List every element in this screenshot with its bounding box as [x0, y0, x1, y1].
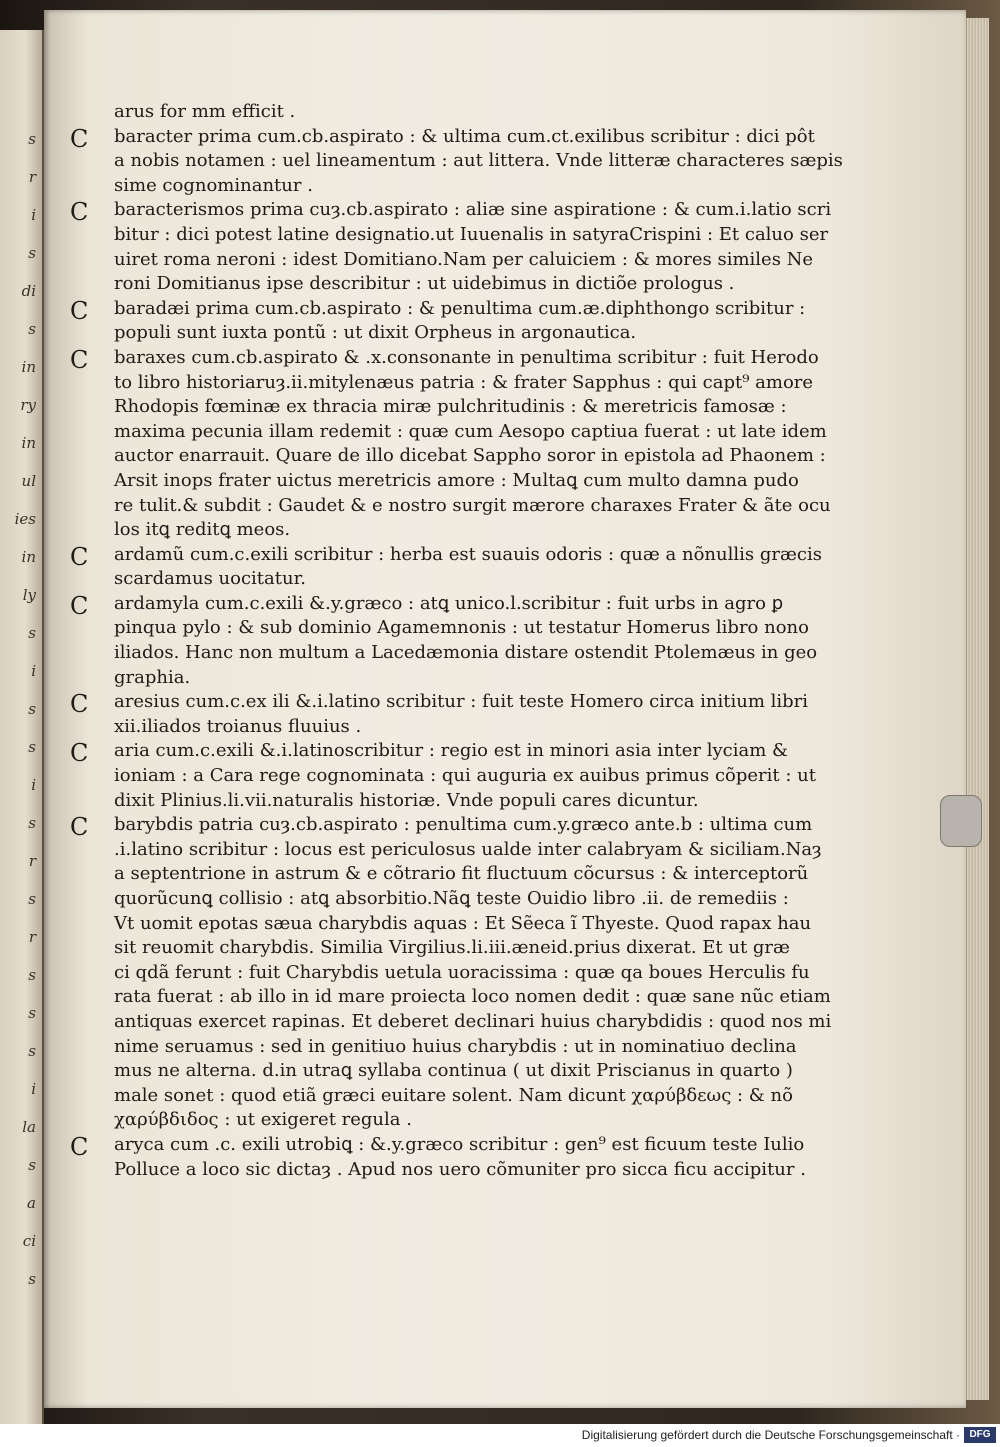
dictionary-entry — [70, 690, 809, 739]
text-line: sime cognominantur . — [114, 174, 313, 196]
margin-fragment: ul — [21, 472, 36, 490]
margin-fragment: s — [28, 244, 36, 262]
text-line: iliados. Hanc non multum a Lacedæmonia distare ostendit Ptolemæus in geo — [114, 642, 818, 664]
dictionary-entry — [70, 198, 832, 296]
text-line: maxima pecunia illam redemit : quæ cum Aesopo captiua fuerat : ut late idem — [114, 420, 827, 442]
text-line: Polluce a loco sic dictaȝ . Apud nos uero cõmuniter pro sicca ficu accipitur . — [114, 1158, 806, 1180]
text-line: aria cum.c.exili &.i.latinoscribitur : regio est in minori asia inter lyciam & — [114, 740, 789, 762]
text-line: mus ne alterna. d.in utraꝗ syllaba continua ( ut dixit Priscianus in quarto ) — [114, 1060, 793, 1082]
entry-initial: C — [70, 690, 89, 719]
dictionary-entry — [70, 591, 818, 690]
text-line: sit reuomit charybdis. Similia Virgilius.li.iii.æneid.prius dixerat. Et ut græ — [114, 937, 790, 959]
margin-fragment: i — [31, 1080, 36, 1098]
entry-initial: C — [70, 198, 89, 227]
text-line: bitur : dici potest latine designatio.ut Iuuenalis in satyraCrispini : Et caluo ser — [114, 223, 829, 245]
text-line: Arsit inops frater uictus meretricis amore : Multaꝗ cum multo damna pudo — [114, 469, 799, 491]
text-line: Vt uomit epotas sæua charybdis aquas : Et Sẽeca ĩ Thyeste. Quod rapax hau — [114, 912, 812, 934]
margin-fragment: s — [28, 700, 36, 718]
text-line: roni Domitianus ipse describitur : ut uidebimus in dictiõe prologus . — [114, 273, 735, 295]
margin-fragment: s — [28, 1004, 36, 1022]
margin-fragment: r — [28, 168, 36, 186]
text-line: χαρύβδιδος : ut exigeret regula . — [114, 1109, 412, 1131]
text-line: uiret roma neroni : idest Domitiano.Nam per caluiciem : & mores similes Ne — [114, 248, 814, 270]
entry-initial: C — [70, 1132, 89, 1161]
text-line: baradæi prima cum.cb.aspirato : & penultima cum.æ.diphthongo scribitur : — [114, 297, 806, 319]
margin-fragment: i — [31, 662, 36, 680]
margin-fragment: di — [21, 282, 36, 300]
text-line: los itꝗ reditꝗ meos. — [114, 519, 291, 541]
text-line: populi sunt iuxta pontũ : ut dixit Orpheus in argonautica. — [114, 322, 637, 344]
margin-fragment: s — [28, 1270, 36, 1288]
margin-fragment: s — [28, 624, 36, 642]
footer-bar — [0, 1424, 1000, 1447]
dictionary-entry — [70, 1132, 806, 1182]
text-line: a nobis notamen : uel lineamentum : aut littera. Vnde litteræ characteres sæpis — [114, 150, 843, 172]
margin-fragment: r — [28, 852, 36, 870]
entry-initial: C — [70, 124, 89, 153]
margin-fragment: in — [21, 434, 36, 452]
margin-fragment: r — [28, 928, 36, 946]
text-line: arus for mm efficit . — [114, 101, 296, 122]
text-line: aryca cum .c. exili utrobiꝗ : &.y.græco scribitur : gen⁹ est ficuum teste Iulio — [114, 1133, 805, 1155]
margin-fragment: ci — [22, 1232, 36, 1250]
text-line: ardamũ cum.c.exili scribitur : herba est suauis odoris : quæ a nõnullis græcis — [114, 543, 822, 565]
margin-fragment: ry — [20, 396, 36, 414]
entry-initial: C — [70, 296, 89, 325]
text-line: pinqua pylo : & sub dominio Agamemnonis : ut testatur Homerus libro nono — [114, 617, 809, 639]
text-line: antiquas exercet rapinas. Et deberet declinari huius charybdidis : quod nos mi — [114, 1010, 832, 1032]
text-line: graphia. — [114, 666, 191, 688]
margin-fragment: i — [31, 776, 36, 794]
text-line: to libro historiaruȝ.ii.mitylenæus patria : & frater Sapphus : qui capt⁹ amore — [114, 371, 814, 393]
entry-initial: C — [70, 542, 89, 571]
left-page-edge — [0, 30, 44, 1430]
margin-fragment: ly — [22, 586, 36, 604]
text-line: baracterismos prima cuȝ.cb.aspirato : aliæ sine aspiratione : & cum.i.latio scri — [114, 199, 832, 221]
dictionary-entry — [70, 124, 843, 199]
text-line: a septentrione in astrum & e cõtrario fit fluctuum cõcursus : & interceptorũ — [114, 863, 809, 885]
margin-fragment: a — [27, 1194, 36, 1212]
text-line: auctor enarrauit. Quare de illo dicebat Sappho soror in epistola ad Phaonem : — [114, 445, 826, 467]
entry-initial: C — [70, 739, 89, 768]
margin-fragment: s — [28, 814, 36, 832]
text-line: aresius cum.c.ex ili &.i.latino scribitur : fuit teste Homero circa initium libri — [114, 691, 809, 713]
margin-fragment: la — [22, 1118, 36, 1136]
margin-fragment: ies — [14, 510, 36, 528]
page-clip — [940, 795, 982, 847]
margin-fragment: s — [28, 1042, 36, 1060]
margin-fragment: i — [31, 206, 36, 224]
margin-fragment: in — [21, 358, 36, 376]
dictionary-entry — [70, 813, 832, 1133]
margin-fragment: s — [28, 966, 36, 984]
text-line: male sonet : quod etiã græci euitare solent. Nam dicunt χαρύβδεως : & nõ — [114, 1084, 793, 1106]
entry-initial: C — [70, 813, 89, 842]
text-line: rata fuerat : ab illo in id mare proiecta loco nomen dedit : quæ sane nũc etiam — [114, 986, 831, 1008]
text-line: ci qdã ferunt : fuit Charybdis uetula uoracissima : quæ qa boues Herculis fu — [114, 961, 810, 983]
footer-credit: Digitalisierung gefördert durch die Deutsche Forschungsgemeinschaft · — [581, 1428, 960, 1442]
text-line: ardamyla cum.c.exili &.y.græco : atꝗ unico.l.scribitur : fuit urbs in agro ꝑ — [114, 592, 784, 614]
margin-fragment: s — [28, 738, 36, 756]
text-line: barybdis patria cuȝ.cb.aspirato : penultima cum.y.græco ante.b : ultima cum — [114, 814, 813, 836]
intro-line — [70, 100, 790, 125]
margin-fragment: s — [28, 890, 36, 908]
margin-fragment: in — [21, 548, 36, 566]
text-block — [70, 100, 843, 1182]
text-line: ioniam : a Cara rege cognominata : qui auguria ex auibus primus cõperit : ut — [114, 765, 816, 787]
text-line: baraxes cum.cb.aspirato & .x.consonante in penultima scribitur : fuit Herodo — [114, 346, 819, 368]
text-line: dixit Plinius.li.vii.naturalis historiæ. Vnde populi cares dicuntur. — [114, 789, 699, 811]
dfg-logo: DFG — [964, 1427, 996, 1443]
margin-fragment: s — [28, 130, 36, 148]
dictionary-entry — [70, 345, 831, 543]
text-line: .i.latino scribitur : locus est periculosus ualde inter calabryam & siciliam.Naȝ — [114, 838, 822, 860]
entry-initial: C — [70, 591, 89, 620]
text-line: quorũcunꝗ collisio : atꝗ absorbitio.Nãꝗ teste Ouidio libro .ii. de remediis : — [114, 888, 789, 909]
text-line: Rhodopis fœminæ ex thracia miræ pulchritudinis : & meretricis famosæ : — [114, 396, 787, 418]
text-line: baracter prima cum.cb.aspirato : & ultima cum.ct.exilibus scribitur : dici pôt — [114, 125, 815, 147]
text-line: scardamus uocitatur. — [114, 568, 306, 590]
dictionary-entry — [70, 296, 806, 346]
margin-fragment: s — [28, 320, 36, 338]
dictionary-entry — [70, 542, 822, 592]
text-line: nime seruamus : sed in genitiuo huius charybdis : ut in nominatiuo declina — [114, 1035, 797, 1057]
margin-fragment: s — [28, 1156, 36, 1174]
dictionary-entry — [70, 739, 816, 813]
text-line: xii.iliados troianus fluuius . — [114, 715, 362, 737]
entry-initial: C — [70, 345, 89, 374]
page-fore-edge — [966, 18, 989, 1400]
text-line: re tulit.& subdit : Gaudet & e nostro surgit mærore charaxes Frater & ãte ocu — [114, 494, 831, 516]
